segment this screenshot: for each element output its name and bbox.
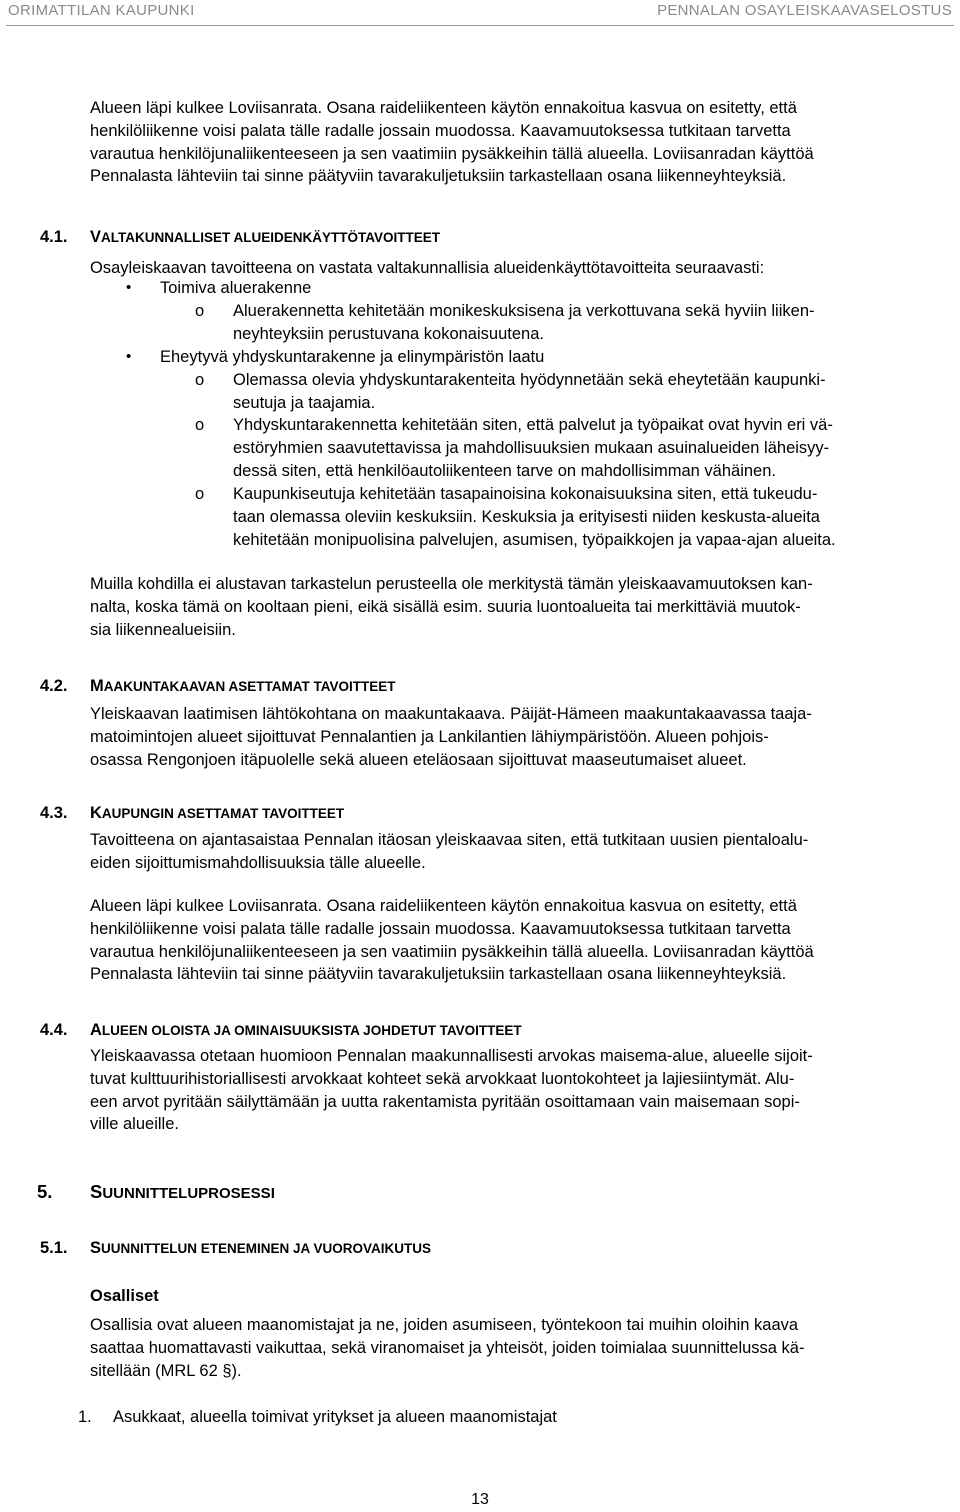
bullet-item: • Eheytyvä yhdyskuntarakenne ja elinympäristön laatu [0, 346, 960, 369]
list-item: Asukkaat, alueella toimivat yritykset ja alueen maanomistajat [113, 1408, 557, 1426]
section-number: 4.2. [40, 677, 68, 695]
section-title: ALUEEN OLOISTA JA OMINAISUUKSISTA JOHDETUT TAVOITTEET [90, 1021, 522, 1039]
sub-bullet-icon: o [195, 371, 205, 389]
subheading-osalliset: Osalliset [90, 1287, 159, 1305]
sub-bullet-icon: o [195, 485, 205, 503]
section-title: VALTAKUNNALLISET ALUEIDENKÄYTTÖTAVOITTEET [90, 228, 440, 246]
section-number: 5.1. [40, 1239, 68, 1257]
section-title: KAUPUNGIN ASETTAMAT TAVOITTEET [90, 804, 345, 822]
header-left: ORIMATTILAN KAUPUNKI [8, 2, 195, 19]
section-title: SUUNNITTELUN ETENEMINEN JA VUOROVAIKUTUS [90, 1239, 432, 1257]
section-number: 5. [37, 1181, 53, 1202]
sub-bullet-continuation: taan olemassa oleviin keskuksiin. Keskuksia ja erityisesti niiden keskusta-alueita [233, 508, 820, 526]
sub-bullet-item: o Kaupunkiseutuja kehitetään tasapainoisina kokonaisuuksina siten, että tukeudu- [0, 483, 960, 506]
section-4-1-closing: Muilla kohdilla ei alustavan tarkastelun perusteella ole merkitystä tämän yleiskaavamuutoksen kan- nalta, koska tämä on kooltaan pieni, eikä sisällä esim. suuria luontoalueita tai merkittäviä muutok- sia liikennealueisiin. [90, 575, 813, 639]
sub-bullet-continuation: estöryhmien saavutettavissa ja mahdollisuuksien mukaan asuinalueiden läheisyy- [233, 439, 830, 457]
sub-bullet-continuation: kehitetään monipuolisina palvelujen, asumisen, työpaikkojen ja vapaa-ajan alueita. [233, 531, 836, 549]
header-divider [6, 25, 954, 26]
section-title: SUUNNITTELUPROSESSI [90, 1181, 275, 1202]
section-4-1-intro: Osayleiskaavan tavoitteena on vastata valtakunnallisia alueidenkäyttötavoitteita seuraavasti: [90, 259, 765, 277]
bullet-icon: • [126, 279, 132, 296]
text-line: Pennalasta lähteviin tai sinne päätyviin tavarakuljetuksiin tarkastellaan osana liikenneyhteyksiä. [90, 167, 787, 186]
section-number: 4.4. [40, 1021, 68, 1039]
sub-bullet-icon: o [195, 302, 205, 320]
sub-bullet-continuation: dessä siten, että henkilöautoliikenteen tarve on mahdollisimman vähäinen. [233, 462, 776, 480]
list-item-number: 1. [78, 1408, 92, 1426]
page-number: 13 [471, 1491, 489, 1508]
sub-bullet-continuation: neyhteyksiin perustuvana kokonaisuutena. [233, 325, 544, 343]
text-line: Alueen läpi kulkee Loviisanrata. Osana raideliikenteen käytön ennakoitua kasvua on esitetty, että [90, 99, 797, 117]
section-4-4-body: Yleiskaavassa otetaan huomioon Pennalan maakunnallisesti arvokas maisema-alue, alueelle sijoit- tuvat kulttuurihistoriallisesti arvokkaat kohteet sekä arvokkaat luontokohteet ja lajiesiintymät. Alu- een arvot pyritään säilyttämään ja uutta rakentamista pyritään osoittamaan vain maisemaan sopi- ville alueille. [90, 1047, 813, 1134]
text-line: henkilöliikenne voisi palata tälle radalle jossain muodossa. Kaavamuutoksessa tutkitaan tarvetta [90, 121, 791, 140]
section-title: MAAKUNTAKAAVAN ASETTAMAT TAVOITTEET [90, 677, 396, 695]
section-4-2-body: Yleiskaavan laatimisen lähtökohtana on maakuntakaava. Päijät-Hämeen maakuntakaavassa taaja- matoimintojen alueet sijoittuvat Pennalantien ja Lankilantien lähiympäristöön. Alueen pohjois- osassa Rengonjoen itäpuolelle sekä alueen eteläosaan sijoittuvat maaseutumaiset alueet. [90, 705, 812, 769]
section-5-1-body: Osallisia ovat alueen maanomistajat ja ne, joiden asumiseen, työntekoon tai muihin oloihin kaava saattaa huomattavasti vaikuttaa, sekä viranomaiset ja yhteisöt, joiden toimialaa suunnittelussa kä- sitellään (MRL 62 §). [90, 1316, 805, 1380]
sub-bullet-item: o Yhdyskuntarakennetta kehitetään siten, että palvelut ja työpaikat ovat hyvin eri vä- [0, 414, 960, 437]
sub-bullet-continuation: seutuja ja taajamia. [233, 394, 376, 412]
header-right: PENNALAN OSAYLEISKAAVASELOSTUS [657, 2, 952, 19]
section-4-3-body-1: Tavoitteena on ajantasaistaa Pennalan itäosan yleiskaavaa siten, että tutkitaan uusien pientaloalu- eiden sijoittumismahdollisuuksia tälle alueelle. [90, 831, 809, 872]
section-number: 4.3. [40, 804, 68, 822]
bullet-item: • Toimiva aluerakenne [0, 277, 960, 300]
sub-bullet-item: o Olemassa olevia yhdyskuntarakenteita hyödynnetään sekä eheytetään kaupunki- [0, 369, 960, 392]
text-line: varautua henkilöjunaliikenteeseen ja sen vaatimiin pysäkkeihin tällä alueella. Loviisanradan käyttöä [90, 144, 814, 163]
section-number: 4.1. [40, 228, 68, 246]
sub-bullet-icon: o [195, 416, 205, 434]
section-4-3-body-2: Alueen läpi kulkee Loviisanrata. Osana raideliikenteen käytön ennakoitua kasvua on esitetty, että henkilöliikenne voisi palata tälle radalle jossain muodossa. Kaavamuutoksessa tutkitaan tarvetta varautua henkilöjunaliikenteeseen ja sen vaatimiin pysäkkeihin tällä alueella. Loviisanradan käyttöä Pennalasta lähteviin tai sinne päätyviin tavarakuljetuksiin tarkastellaan osana liikenneyhteyksiä. [90, 897, 814, 984]
intro-paragraph [90, 97, 952, 188]
sub-bullet-item: o Aluerakennetta kehitetään monikeskuksisena ja verkottuvana sekä hyviin liiken- [0, 300, 960, 323]
bullet-icon: • [126, 348, 132, 365]
